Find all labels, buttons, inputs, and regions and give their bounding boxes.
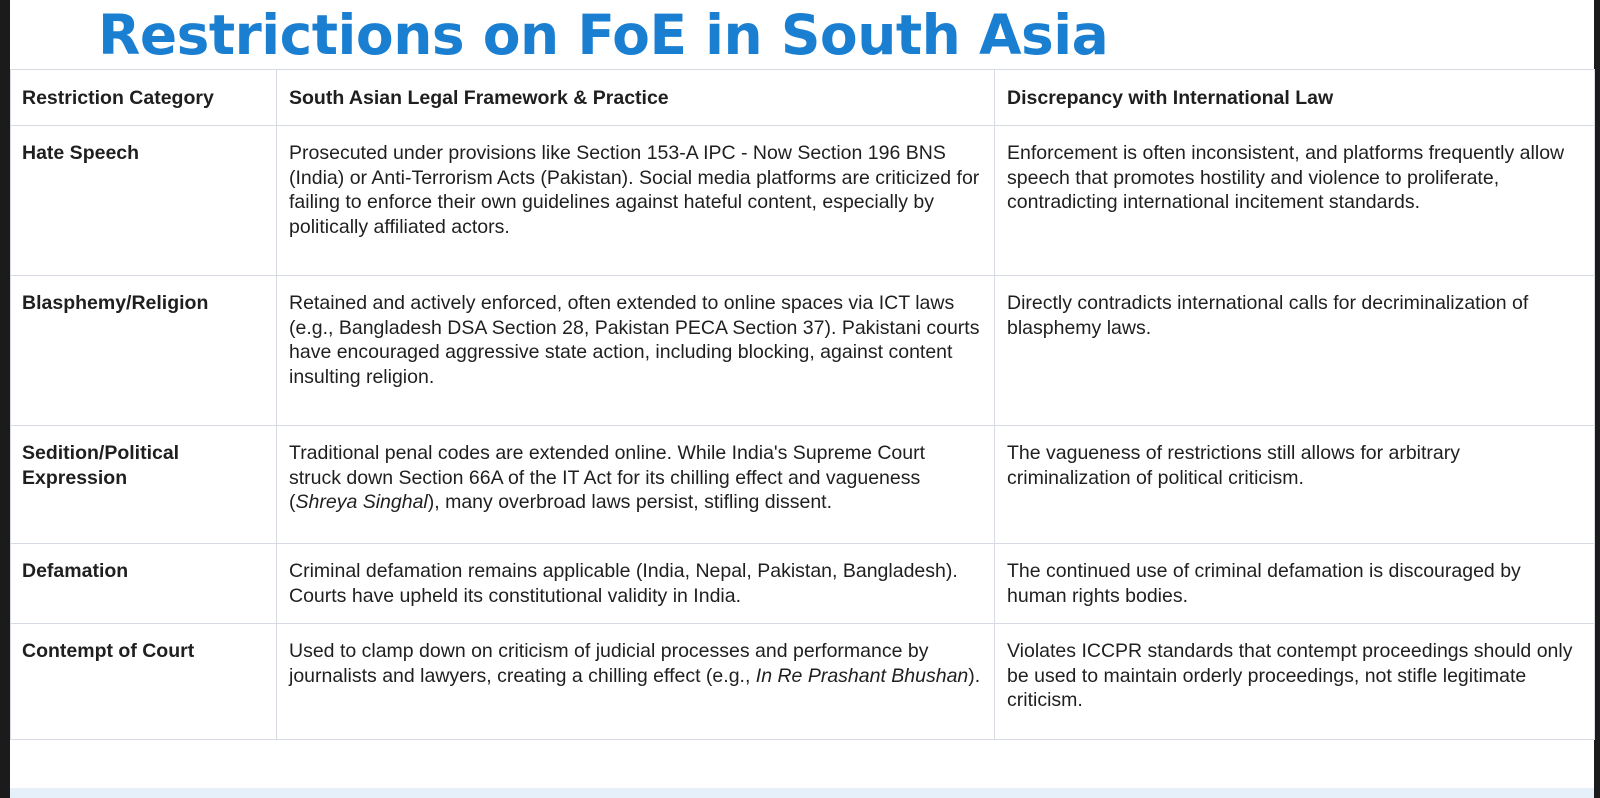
table-row <box>11 126 1595 276</box>
framework-text: ). <box>968 664 981 687</box>
framework-text: ), many overbroad laws persist, stifling dissent. <box>427 491 833 513</box>
framework-text: Retained and actively enforced, often extended to online spaces via ICT laws (e.g., Bangladesh DSA Section 28, Pakistan PECA Section 37). Pakistani courts have encouraged aggressive state action, including blocking, against content insulting religion. <box>289 292 980 388</box>
discrepancy-cell: Violates ICCPR standards that contempt proceedings should only be used to maintain orderly proceedings, not stifle legitimate criticism. <box>995 624 1595 740</box>
framework-cell <box>277 544 995 624</box>
discrepancy-cell: Directly contradicts international calls for decriminalization of blasphemy laws. <box>995 276 1595 426</box>
header-restriction-category: Restriction Category <box>11 70 277 126</box>
table-header-row <box>11 70 1595 126</box>
restrictions-table-container <box>10 69 1594 740</box>
bottom-band <box>10 788 1594 798</box>
discrepancy-cell: The continued use of criminal defamation is discouraged by human rights bodies. <box>995 544 1595 624</box>
category-cell: Defamation <box>11 544 277 624</box>
category-cell: Contempt of Court <box>11 624 277 740</box>
left-window-edge <box>0 0 10 798</box>
framework-text: Criminal defamation remains applicable (India, Nepal, Pakistan, Bangladesh). Courts have upheld its constitutional validity in India. <box>289 560 958 607</box>
framework-text: Traditional penal codes are extended online. While India's Supreme Court struck down Section 66A of the IT Act for its chilling effect and vagueness ( <box>289 442 926 513</box>
table-row <box>11 426 1595 544</box>
category-cell: Hate Speech <box>11 126 277 276</box>
framework-cell <box>277 624 995 740</box>
discrepancy-cell: Enforcement is often inconsistent, and platforms frequently allow speech that promotes hostility and violence to proliferate, contradicting international incitement standards. <box>995 126 1595 276</box>
framework-cell <box>277 276 995 426</box>
discrepancy-cell: The vagueness of restrictions still allows for arbitrary criminalization of political criticism. <box>995 426 1595 544</box>
framework-text: Prosecuted under provisions like Section 153-A IPC - Now Section 196 BNS (India) or Anti-Terrorism Acts (Pakistan). Social media platforms are criticized for failing to enforce their own guidelines against hateful content, especially by politically affiliated actors. <box>289 142 980 238</box>
header-discrepancy: Discrepancy with International Law <box>995 70 1595 126</box>
table-row <box>11 544 1595 624</box>
case-name-prashant-bhushan: In Re Prashant Bhushan <box>755 664 969 687</box>
table-row <box>11 624 1595 740</box>
restrictions-table <box>10 69 1595 740</box>
framework-cell <box>277 126 995 276</box>
slide-title: Restrictions on FoE in South Asia <box>98 3 1109 67</box>
framework-cell <box>277 426 995 544</box>
case-name-shreya-singhal: Shreya Singhal <box>295 491 428 513</box>
category-cell: Blasphemy/Religion <box>11 276 277 426</box>
table-row <box>11 276 1595 426</box>
category-cell: Sedition/Political Expression <box>11 426 277 544</box>
header-legal-framework: South Asian Legal Framework & Practice <box>277 70 995 126</box>
framework-text: Used to clamp down on criticism of judicial processes and performance by journalists and lawyers, creating a chilling effect (e.g., <box>289 640 929 687</box>
